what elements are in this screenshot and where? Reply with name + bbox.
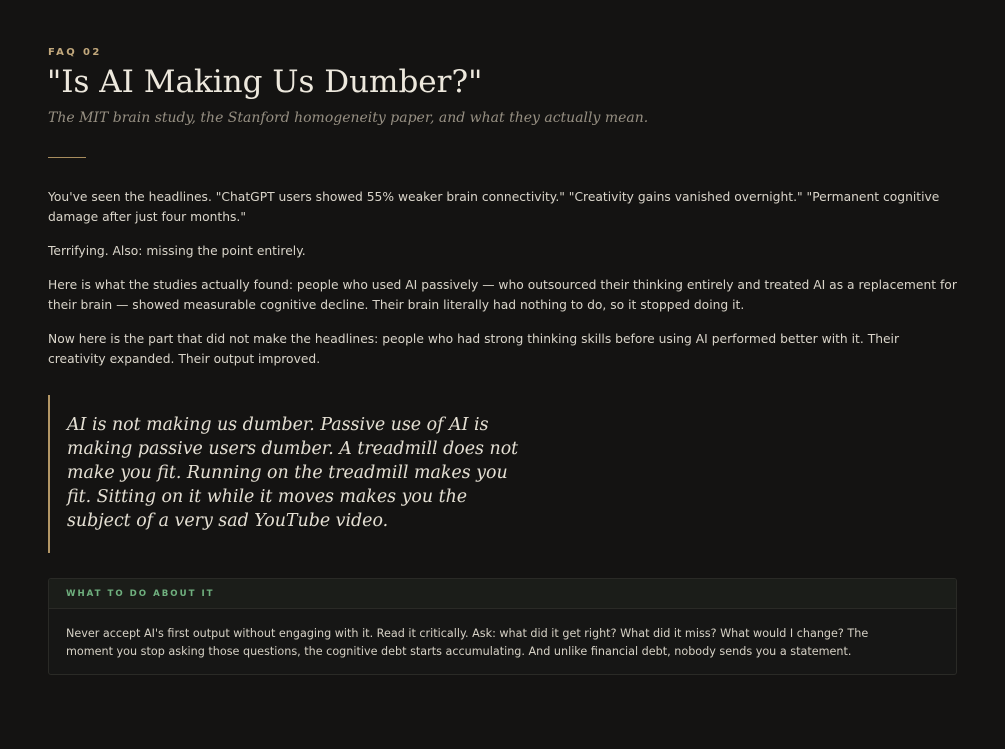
callout-box (48, 578, 957, 675)
faq-label: FAQ 02 (48, 47, 102, 58)
article-body (48, 187, 958, 383)
title-divider (48, 157, 86, 158)
callout-text: Never accept AI's first output without engaging with it. Read it critically. Ask: what did it get right? What did it miss? What would I change? The moment you stop asking those questions, the cognitive debt starts accumulating. And unlike financial debt, nobody sends you a statement. (66, 627, 869, 658)
page-subtitle: The MIT brain study, the Stanford homogeneity paper, and what they actually mean. (48, 110, 649, 126)
body-paragraph: Now here is the part that did not make the headlines: people who had strong thinking skills before using AI performed better with it. Their creativity expanded. Their output improved. (48, 332, 900, 366)
body-paragraph: Here is what the studies actually found: people who used AI passively — who outsourced their thinking entirely and treated AI as a replacement for their brain — showed measurable cognitive decline. Their brain literally had nothing to do, so it stopped doing it. (48, 278, 957, 312)
body-paragraph: Terrifying. Also: missing the point entirely. (48, 244, 306, 258)
body-paragraph: You've seen the headlines. "ChatGPT users showed 55% weaker brain connectivity." "Creativity gains vanished overnight." "Permanent cognitive damage after just four months." (48, 190, 940, 224)
pull-quote: AI is not making us dumber. Passive use of AI is making passive users dumber. A treadmill does not make you fit. Running on the treadmill makes you fit. Sitting on it while it moves makes you the subject of a very sad YouTube video. (48, 395, 528, 553)
page-title: "Is AI Making Us Dumber?" (47, 64, 483, 100)
callout-heading: WHAT TO DO ABOUT IT (49, 579, 956, 609)
